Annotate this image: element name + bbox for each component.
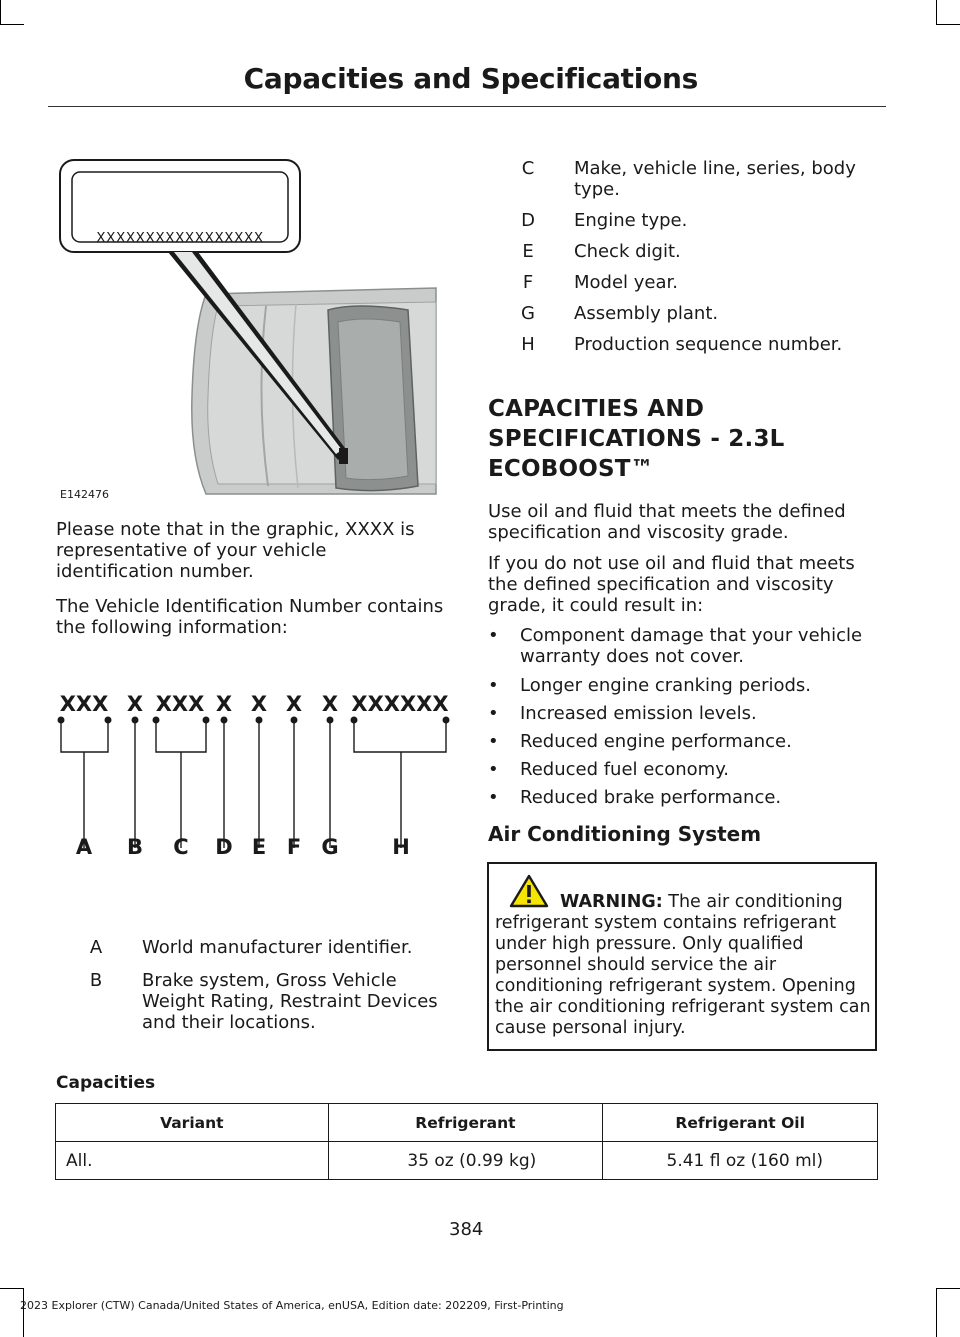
crop-mark	[0, 1288, 24, 1289]
bullet-marker: •	[488, 703, 499, 724]
crop-mark	[0, 24, 24, 25]
vin-letter-b: B	[126, 835, 144, 859]
vin-label-text: XXXXXXXXXXXXXXXXX	[96, 230, 264, 246]
definition-key: H	[521, 334, 535, 355]
definition-key: D	[521, 210, 535, 231]
vin-location-illustration	[56, 156, 440, 500]
crop-mark	[936, 1288, 960, 1289]
definition-text: Assembly plant.	[574, 303, 719, 324]
definition-text: Check digit.	[574, 241, 681, 262]
definition-text: Production sequence number.	[574, 334, 843, 355]
column-header: Refrigerant Oil	[603, 1104, 878, 1142]
warning-text	[495, 892, 875, 1039]
page-number: 384	[449, 1219, 484, 1240]
figure-id: E142476	[60, 488, 109, 500]
edition-footer: 2023 Explorer (CTW) Canada/United States of America, enUSA, Edition date: 202209, First-Printing	[20, 1299, 564, 1312]
bullet-marker: •	[488, 625, 499, 646]
bullet-text: Reduced engine performance.	[520, 731, 792, 752]
capacities-title: Capacities	[56, 1073, 156, 1093]
vin-group-e: X	[250, 692, 268, 716]
definition-key: A	[89, 937, 103, 958]
crop-mark	[0, 0, 1, 24]
bullet-text: Reduced fuel economy.	[520, 759, 730, 780]
definition-key: C	[521, 158, 535, 179]
crop-mark	[936, 24, 960, 25]
crop-mark	[23, 1288, 24, 1337]
vin-contains-text: The Vehicle Identification Number contains the following information:	[56, 596, 444, 638]
bullet-marker: •	[488, 731, 499, 752]
definition-text: Model year.	[574, 272, 678, 293]
table-header-row	[56, 1104, 878, 1142]
vin-letter-e: E	[251, 835, 267, 859]
vin-letter-c: C	[173, 835, 189, 859]
section-heading-line: ECOBOOST™	[488, 456, 654, 482]
definition-text: Brake system, Gross Vehicle Weight Rating, Restraint Devices and their locations.	[142, 970, 438, 1033]
vin-group-f: X	[285, 692, 303, 716]
vin-letter-g: G	[321, 835, 339, 859]
bullet-text: Longer engine cranking periods.	[520, 675, 812, 696]
vin-group-c: XXX	[155, 692, 205, 716]
vin-letter-d: D	[215, 835, 233, 859]
definition-key: B	[89, 970, 103, 991]
crop-mark	[936, 0, 937, 24]
warning-label: WARNING:	[560, 892, 663, 912]
section-heading-line: CAPACITIES AND	[488, 396, 705, 422]
section-heading	[488, 394, 785, 484]
vin-group-d: X	[215, 692, 233, 716]
vin-code-diagram	[56, 690, 456, 866]
page-title: Capacities and Specifications	[243, 62, 698, 95]
vin-letter-a: A	[75, 835, 93, 859]
vin-letter-f: F	[286, 835, 302, 859]
definition-text: World manufacturer identifier.	[142, 937, 413, 958]
column-header: Variant	[56, 1104, 329, 1142]
bullet-marker: •	[488, 787, 499, 808]
vin-letter-h: H	[392, 835, 410, 859]
crop-mark	[936, 1288, 937, 1337]
capacities-table	[55, 1103, 878, 1180]
vin-group-h: XXXXXX	[351, 692, 449, 716]
oil-fluid-intro: Use oil and fluid that meets the defined specification and viscosity grade.	[488, 501, 846, 543]
table-cell: All.	[56, 1142, 329, 1180]
definition-text: Make, vehicle line, series, body type.	[574, 158, 856, 200]
warning-box	[487, 862, 877, 1051]
vin-graphic-note: Please note that in the graphic, XXXX is representative of your vehicle identification number.	[56, 519, 415, 582]
bullet-marker: •	[488, 675, 499, 696]
definition-key: G	[521, 303, 535, 324]
bullet-marker: •	[488, 759, 499, 780]
table-row	[56, 1142, 878, 1180]
bullet-text: Reduced brake performance.	[520, 787, 782, 808]
vin-group-g: X	[321, 692, 339, 716]
section-heading-line: SPECIFICATIONS - 2.3L	[488, 426, 785, 452]
definition-text: Engine type.	[574, 210, 688, 231]
vin-group-b: X	[126, 692, 144, 716]
definition-key: F	[522, 272, 534, 293]
table-cell: 35 oz (0.99 kg)	[328, 1142, 603, 1180]
warning-body: The air conditioning refrigerant system contains refrigerant under high pressure. Only qualified personnel should service the air conditioning refrigerant system. Opening the air conditioning refrigerant system can cause personal injury.	[495, 892, 871, 1038]
table-cell: 5.41 fl oz (160 ml)	[603, 1142, 878, 1180]
ac-system-heading: Air Conditioning System	[488, 822, 762, 846]
bullet-text: Component damage that your vehicle warranty does not cover.	[520, 625, 863, 667]
column-header: Refrigerant	[328, 1104, 603, 1142]
vin-group-a: XXX	[59, 692, 109, 716]
title-divider	[48, 106, 886, 107]
oil-fluid-consequence: If you do not use oil and fluid that meets the defined specification and viscosity grade, it could result in:	[488, 553, 855, 616]
definition-key: E	[522, 241, 534, 262]
bullet-text: Increased emission levels.	[520, 703, 757, 724]
